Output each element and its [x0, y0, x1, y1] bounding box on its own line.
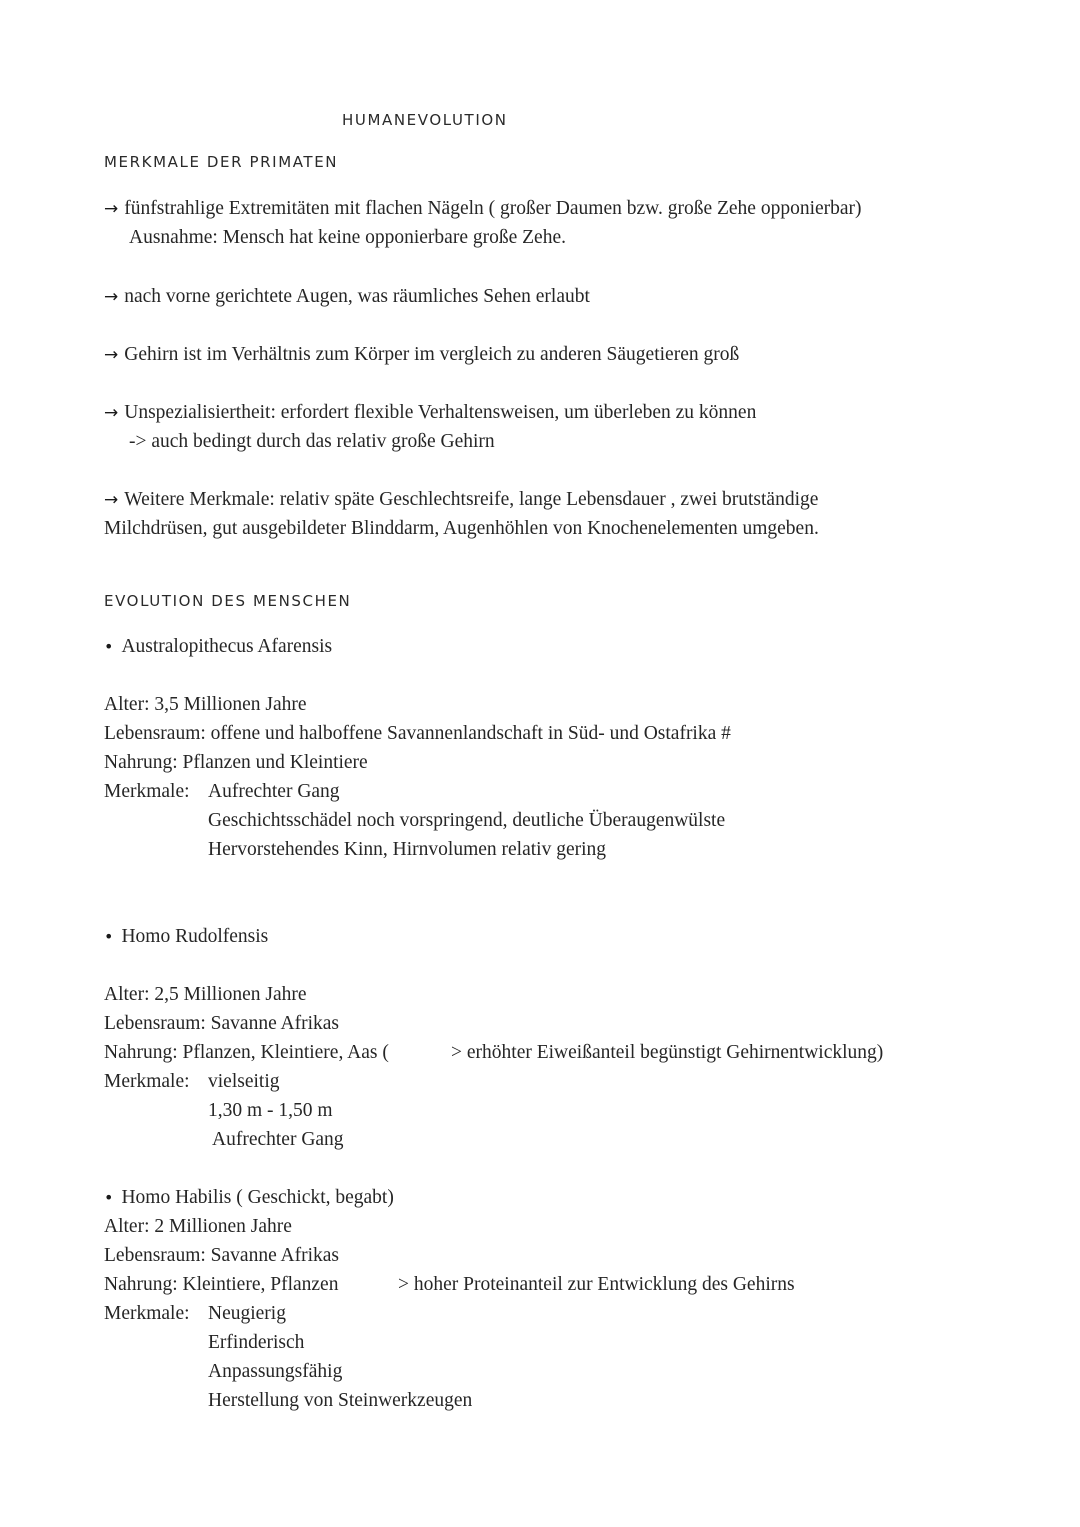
- species-merkmal: 1,30 m - 1,50 m: [208, 1100, 333, 1121]
- species-nahrung: Nahrung: Pflanzen und Kleintiere: [104, 752, 368, 773]
- species-merkmal: Anpassungsfähig: [208, 1361, 343, 1382]
- species-nahrung-note: > hoher Proteinanteil zur Entwicklung des Gehirns: [398, 1274, 795, 1295]
- species-merkmal: vielseitig: [208, 1071, 280, 1092]
- list-item-text: Gehirn ist im Verhältnis zum Körper im vergleich zu anderen Säugetieren groß: [124, 344, 740, 365]
- species-lebensraum: Lebensraum: offene und halboffene Savannenlandschaft in Süd- und Ostafrika #: [104, 723, 731, 744]
- list-item: [104, 398, 756, 428]
- bullet-icon: •: [104, 637, 114, 656]
- species-title: [104, 632, 332, 661]
- list-item: [104, 485, 818, 515]
- arrow-icon: →: [104, 199, 119, 219]
- species-nahrung: Nahrung: Pflanzen, Kleintiere, Aas (: [104, 1042, 389, 1063]
- list-item-continuation: -> auch bedingt durch das relativ große Gehirn: [129, 431, 495, 452]
- list-item-continuation: Milchdrüsen, gut ausgebildeter Blinddarm, Augenhöhlen von Knochenelementen umgeben.: [104, 518, 819, 539]
- species-merkmal: Hervorstehendes Kinn, Hirnvolumen relativ gering: [208, 839, 607, 860]
- list-item-text: nach vorne gerichtete Augen, was räumliches Sehen erlaubt: [124, 286, 590, 307]
- species-title: [104, 1183, 394, 1212]
- species-merkmale-label: Merkmale:: [104, 1071, 190, 1092]
- list-item-text: Weitere Merkmale: relativ späte Geschlechtsreife, lange Lebensdauer , zwei brutständige: [124, 489, 819, 510]
- species-alter: Alter: 3,5 Millionen Jahre: [104, 694, 307, 715]
- list-item: [104, 194, 862, 224]
- section-heading-evolution: EVOLUTION DES MENSCHEN: [104, 592, 352, 610]
- species-name: Australopithecus Afarensis: [121, 636, 333, 657]
- bullet-icon: •: [104, 927, 114, 946]
- list-item-continuation: Ausnahme: Mensch hat keine opponierbare große Zehe.: [129, 227, 566, 248]
- species-merkmal: Erfinderisch: [208, 1332, 305, 1353]
- species-lebensraum: Lebensraum: Savanne Afrikas: [104, 1013, 340, 1034]
- species-name: Homo Habilis ( Geschickt, begabt): [121, 1187, 394, 1208]
- species-merkmal: Aufrechter Gang: [208, 781, 340, 802]
- species-title: [104, 922, 268, 951]
- species-nahrung-note: > erhöhter Eiweißanteil begünstigt Gehirnentwicklung): [451, 1042, 884, 1063]
- species-alter: Alter: 2,5 Millionen Jahre: [104, 984, 307, 1005]
- list-item: [104, 340, 739, 370]
- list-item: [104, 282, 590, 312]
- species-merkmale-label: Merkmale:: [104, 781, 190, 802]
- species-merkmale-label: Merkmale:: [104, 1303, 190, 1324]
- list-item-text: Unspezialisiertheit: erfordert flexible Verhaltensweisen, um überleben zu können: [124, 402, 757, 423]
- species-name: Homo Rudolfensis: [121, 926, 269, 947]
- arrow-icon: →: [104, 287, 119, 307]
- page-title: HUMANEVOLUTION: [342, 111, 508, 129]
- species-nahrung: Nahrung: Kleintiere, Pflanzen: [104, 1274, 339, 1295]
- species-merkmal: Geschichtsschädel noch vorspringend, deutliche Überaugenwülste: [208, 810, 726, 831]
- species-merkmal: Herstellung von Steinwerkzeugen: [208, 1390, 473, 1411]
- arrow-icon: →: [104, 490, 119, 510]
- species-lebensraum: Lebensraum: Savanne Afrikas: [104, 1245, 340, 1266]
- arrow-icon: →: [104, 345, 119, 365]
- section-heading-merkmale: MERKMALE DER PRIMATEN: [104, 153, 339, 171]
- list-item-text: fünfstrahlige Extremitäten mit flachen Nägeln ( großer Daumen bzw. große Zehe opponierbar): [124, 198, 862, 219]
- species-merkmal: Aufrechter Gang: [212, 1129, 344, 1150]
- bullet-icon: •: [104, 1188, 114, 1207]
- arrow-icon: →: [104, 403, 119, 423]
- species-merkmal: Neugierig: [208, 1303, 286, 1324]
- species-alter: Alter: 2 Millionen Jahre: [104, 1216, 292, 1237]
